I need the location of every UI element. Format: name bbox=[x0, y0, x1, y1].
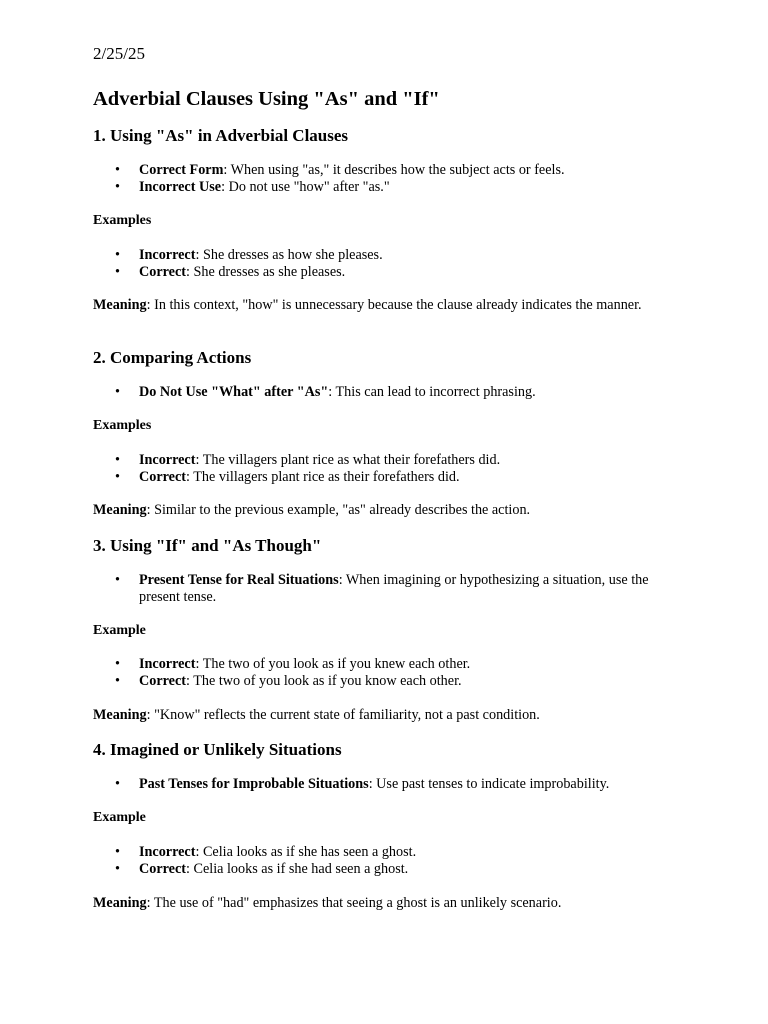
rule-list bbox=[93, 572, 653, 606]
rule-term: Present Tense for Real Situations bbox=[139, 572, 339, 588]
rule-list bbox=[93, 162, 653, 196]
example-text: : The two of you look as if you knew each other. bbox=[195, 656, 471, 672]
meaning-paragraph bbox=[93, 895, 653, 912]
section-heading: 4. Imagined or Unlikely Situations bbox=[93, 740, 342, 759]
example-term: Incorrect bbox=[139, 247, 196, 263]
document-title: Adverbial Clauses Using "As" and "If" bbox=[93, 88, 440, 110]
examples-heading: Example bbox=[93, 810, 146, 825]
example-item bbox=[93, 452, 653, 469]
rule-term: Correct Form bbox=[139, 162, 224, 178]
example-item bbox=[93, 656, 653, 673]
example-text: : The two of you look as if you know each other. bbox=[186, 673, 462, 689]
example-item bbox=[93, 844, 653, 861]
example-text: : Celia looks as if she has seen a ghost. bbox=[195, 844, 417, 860]
example-list bbox=[93, 656, 653, 690]
rule-item bbox=[93, 384, 653, 401]
example-item bbox=[93, 264, 653, 281]
section-heading: 1. Using "As" in Adverbial Clauses bbox=[93, 126, 349, 145]
example-text: : She dresses as how she pleases. bbox=[195, 247, 383, 263]
example-term: Correct bbox=[139, 264, 186, 280]
meaning-paragraph bbox=[93, 502, 653, 519]
meaning-text: : Similar to the previous example, "as" already describes the action. bbox=[146, 502, 531, 518]
example-term: Incorrect bbox=[139, 844, 196, 860]
example-term: Incorrect bbox=[139, 452, 196, 468]
meaning-text: : "Know" reflects the current state of familiarity, not a past condition. bbox=[146, 707, 540, 723]
section-heading: 2. Comparing Actions bbox=[93, 348, 252, 367]
meaning-label: Meaning bbox=[93, 707, 147, 723]
rule-term: Incorrect Use bbox=[139, 179, 222, 195]
meaning-label: Meaning bbox=[93, 297, 147, 313]
rule-item bbox=[93, 162, 653, 179]
meaning-text: : The use of "had" emphasizes that seeing a ghost is an unlikely scenario. bbox=[146, 895, 562, 911]
example-item bbox=[93, 247, 653, 264]
rule-list bbox=[93, 384, 653, 401]
rule-text: : Do not use "how" after "as." bbox=[221, 179, 390, 195]
document-date: 2/25/25 bbox=[93, 44, 145, 63]
example-term: Correct bbox=[139, 861, 186, 877]
example-item bbox=[93, 861, 653, 878]
example-term: Incorrect bbox=[139, 656, 196, 672]
meaning-paragraph bbox=[93, 707, 653, 724]
examples-heading: Examples bbox=[93, 418, 152, 433]
rule-text: : When using "as," it describes how the subject acts or feels. bbox=[223, 162, 565, 178]
rule-item bbox=[93, 572, 653, 606]
meaning-label: Meaning bbox=[93, 502, 147, 518]
meaning-paragraph bbox=[93, 297, 653, 314]
example-item bbox=[93, 469, 653, 486]
rule-text: : When imagining or hypothesizing a situation, use the present tense. bbox=[139, 572, 649, 605]
meaning-label: Meaning bbox=[93, 895, 147, 911]
example-text: : Celia looks as if she had seen a ghost. bbox=[186, 861, 409, 877]
rule-term: Do Not Use "What" after "As" bbox=[139, 384, 329, 400]
example-term: Correct bbox=[139, 673, 186, 689]
meaning-text: : In this context, "how" is unnecessary because the clause already indicates the manner. bbox=[146, 297, 642, 313]
section-heading: 3. Using "If" and "As Though" bbox=[93, 536, 322, 555]
rule-text: : Use past tenses to indicate improbability. bbox=[368, 776, 610, 792]
example-text: : The villagers plant rice as their forefathers did. bbox=[186, 469, 460, 485]
example-list bbox=[93, 452, 653, 486]
example-list bbox=[93, 844, 653, 878]
examples-heading: Examples bbox=[93, 213, 152, 228]
example-item bbox=[93, 673, 653, 690]
rule-item bbox=[93, 776, 653, 793]
example-text: : The villagers plant rice as what their forefathers did. bbox=[195, 452, 501, 468]
example-term: Correct bbox=[139, 469, 186, 485]
example-text: : She dresses as she pleases. bbox=[186, 264, 346, 280]
examples-heading: Example bbox=[93, 623, 146, 638]
rule-term: Past Tenses for Improbable Situations bbox=[139, 776, 369, 792]
rule-text: : This can lead to incorrect phrasing. bbox=[328, 384, 536, 400]
rule-item bbox=[93, 179, 653, 196]
rule-list bbox=[93, 776, 653, 793]
example-list bbox=[93, 247, 653, 281]
